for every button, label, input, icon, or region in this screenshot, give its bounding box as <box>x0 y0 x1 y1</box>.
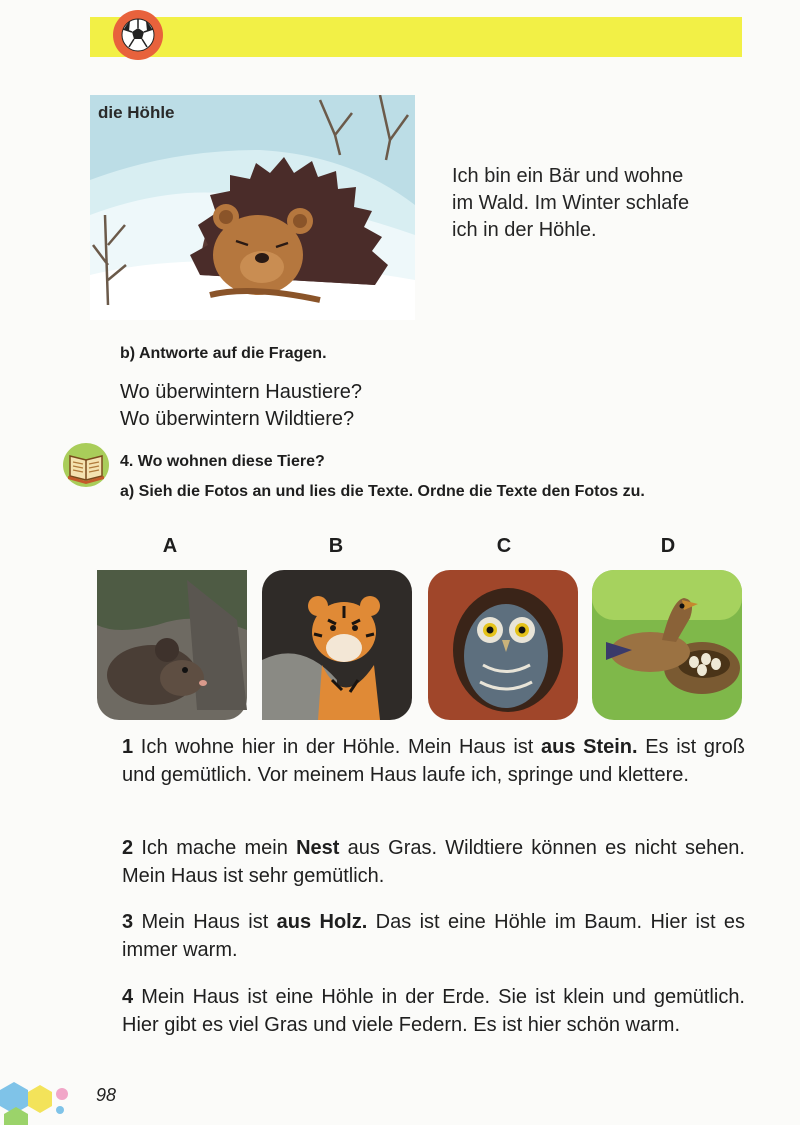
photo-label-a: A <box>162 535 178 557</box>
header-bar <box>90 17 742 57</box>
photo-owl <box>428 570 578 720</box>
paragraph-number: 2 <box>122 837 134 859</box>
paragraph-text: Ich wohne hier in der Höhle. Mein Haus ist <box>133 736 541 758</box>
corner-decoration <box>0 1070 80 1125</box>
task-b-title: b) Antworte auf die Fragen. <box>120 345 327 362</box>
paragraph-text: Mein Haus ist eine Höhle in der Erde. Sie ist klein und gemütlich. Hier gibt es viel Gras und viele Federn. Es ist hier schön warm. <box>122 986 745 1036</box>
bear-cave-illustration <box>90 95 415 320</box>
paragraph-text: Es ist groß und gemütlich. Vor meinem Haus laufe ich, springe und klettere. <box>122 736 745 786</box>
bear-text-line: ich in der Höhle. <box>452 219 597 241</box>
paragraph-bold: aus Stein. <box>540 736 638 758</box>
bear-text-line: Ich bin ein Bär und wohne <box>452 165 684 187</box>
paragraph-1 <box>122 733 745 789</box>
task-4-title: 4. Wo wohnen diese Tiere? <box>120 453 325 470</box>
photo-label-b: B <box>328 535 344 557</box>
paragraph-number: 4 <box>122 986 134 1008</box>
paragraph-bold: aus Holz. <box>276 911 368 933</box>
paragraph-text: Mein Haus ist <box>133 911 277 933</box>
paragraph-text: Das ist eine Höhle im Baum. Hier ist es immer warm. <box>122 911 746 961</box>
paragraph-4 <box>122 983 745 1039</box>
paragraph-number: 3 <box>122 911 134 933</box>
photo-label-d: D <box>660 535 676 557</box>
bear-text-line: im Wald. Im Winter schlafe <box>452 192 690 214</box>
task-4a-instruction: a) Sieh die Fotos an und lies die Texte. Ordne die Texte den Fotos zu. <box>120 483 645 500</box>
photo-mouse <box>97 570 247 720</box>
photo-duck <box>592 570 742 720</box>
paragraph-number: 1 <box>122 736 134 758</box>
paragraph-bold: Nest <box>296 837 340 859</box>
questions <box>120 379 362 433</box>
question: Wo überwintern Haustiere? <box>120 381 362 403</box>
photo-label-c: C <box>496 535 512 557</box>
question: Wo überwintern Wildtiere? <box>120 408 355 430</box>
paragraph-text: aus Gras. Wildtiere können es nicht sehen. Mein Haus ist sehr gemütlich. <box>122 837 745 887</box>
soccer-ball-icon <box>112 9 164 61</box>
paragraph-text: Ich mache mein <box>133 837 297 859</box>
bear-text <box>452 163 752 244</box>
page-number: 98 <box>96 1085 117 1105</box>
cave-label: die Höhle <box>98 103 175 122</box>
paragraph-2 <box>122 834 745 890</box>
photo-tiger <box>262 570 412 720</box>
book-icon <box>62 442 110 488</box>
paragraph-3 <box>122 908 745 964</box>
